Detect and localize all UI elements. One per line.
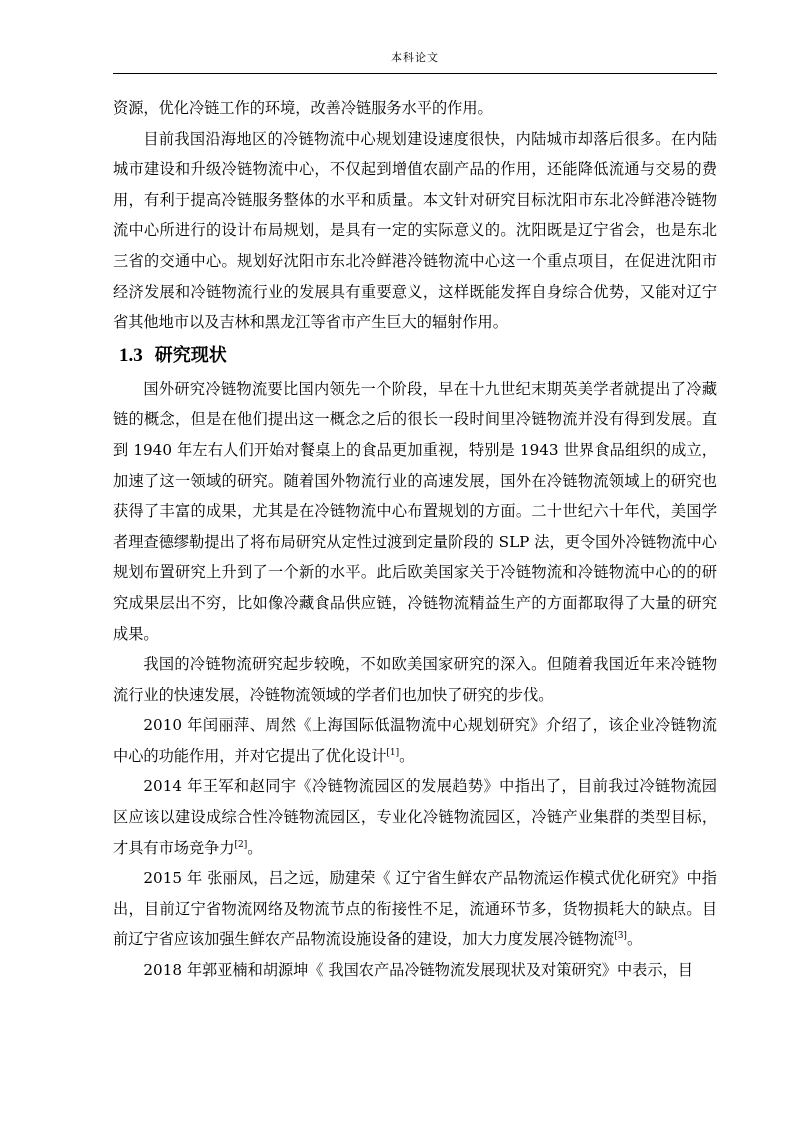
paragraph-tail: 。 — [399, 746, 415, 765]
paragraph — [113, 374, 717, 649]
paragraph-tail: 。 — [626, 930, 643, 949]
page-header: 本科论文 — [391, 51, 439, 64]
citation-ref[interactable]: [3] — [614, 931, 627, 942]
paragraph: 目前我国沿海地区的冷链物流中心规划建设速度很快，内陆城市却落后很多。在内陆城市建设和升级冷链物流中心，不仅起到增值农副产品的作用，还能降低流通与交易的费用，有利于提高冷链服务整体的水平和质量。本文针对研究目标沈阳市东北冷鲜港冷链物流中心所进行的设计布局规划，是具有一定的实际意义的。沈阳既是辽宁省会，也是东北三省的交通中心。规划好沈阳市东北冷鲜港冷链物流中心这一个重点项目，在促进沈阳市经济发展和冷链物流行业的发展具有重要意义，这样既能发挥自身综合优势，又能对辽宁省其他地市以及吉林和黑龙江等省市产生巨大的辐射作用。 — [113, 129, 717, 332]
paragraph — [113, 710, 717, 771]
paragraph-text: 2015 年 张丽凤，吕之远，励建荣《 辽宁省生鲜农产品物流运作模式优化研究》中指出，目前辽宁省物流网络及物流节点的衔接性不足，流通环节多，货物损耗大的缺点。目前辽宁省应该加强生鲜农产品物流设施设备的建设，加大力度发展冷链物流 — [113, 869, 717, 949]
paragraph-continued: 资源，优化冷链工作的环境，改善冷链服务水平的作用。 — [113, 99, 493, 117]
paragraph — [113, 771, 717, 863]
paragraph-text: 国外研究冷链物流要比国内领先一个阶段，早在十九世纪末期英美学者就提出了冷藏链的概念，但是在他们提出这一概念之后的很长一段时间里冷链物流并没有得到发展。直到 1940 年左右人们开始对餐桌上的食品更加重视，特别是 1943 世界食品组织的成立，加速了这一领域的研究。随着国外物流行业的高速发展，国外在冷链物流领域上的研究也获得了丰富的成果，尤其是在冷链物流中心布置规划的方面。二十世纪六十年代，美国学者理查德缪勒提出了将布局研究从定性过渡到定量阶段的 SLP 法，更令国外冷链物流中心规划布置研究上升到了一个新的水平。此后欧美国家关于冷链物流和冷链物流中心的的研究成果层出不穷，比如像冷藏食品供应链，冷链物流精益生产的方面都取得了大量的研究成果。 — [113, 379, 717, 643]
section-title: 研究现状 — [154, 344, 227, 366]
paragraph — [113, 863, 717, 955]
paragraph-text: 2014 年王军和赵同宇《冷链物流园区的发展趋势》中指出了，目前我过冷链物流园区应该以建设成综合性冷链物流园区，专业化冷链物流园区，冷链产业集群的类型目标，才具有市场竞争力 — [113, 777, 717, 857]
section-heading — [113, 341, 717, 371]
paragraph-text: 我国的冷链物流研究起步较晚，不如欧美国家研究的深入。但随着我国近年来冷链物流行业的快速发展，冷链物流领域的学者们也加快了研究的步伐。 — [113, 655, 717, 704]
document-body — [113, 93, 717, 986]
citation-ref[interactable]: [2] — [234, 839, 248, 850]
citation-ref[interactable]: [1] — [386, 747, 400, 758]
paragraph — [113, 955, 717, 986]
paragraph-tail: 。 — [247, 838, 263, 857]
paragraph — [113, 649, 717, 710]
header-rule — [113, 73, 717, 74]
paragraph-text: 2018 年郭亚楠和胡源坤《 我国农产品冷链物流发展现状及对策研究》中表示，目 — [143, 961, 693, 980]
paragraph-text: 2010 年闰丽萍、周然《上海国际低温物流中心规划研究》介绍了，该企业冷链物流中心的功能作用，并对它提出了优化设计 — [113, 716, 717, 765]
section-number: 1.3 — [119, 344, 143, 366]
